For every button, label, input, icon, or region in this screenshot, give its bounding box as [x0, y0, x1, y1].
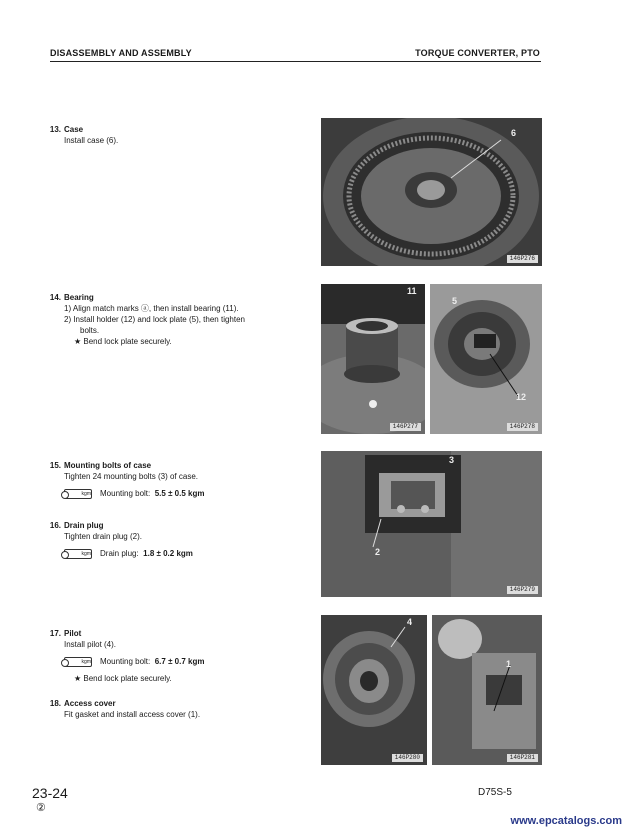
- step-note: ★ Bend lock plate securely.: [74, 674, 172, 683]
- callout-label: 11: [407, 286, 417, 296]
- step-title: Bearing: [64, 293, 94, 302]
- photo-drain: [321, 451, 542, 597]
- spec-value: 6.7 ± 0.7 kgm: [154, 657, 205, 666]
- step-text: bolts.: [80, 326, 100, 335]
- spec-label: Mounting bolt:: [100, 489, 151, 498]
- torque-wrench-icon: kgm: [64, 657, 92, 667]
- header-rule: [50, 61, 541, 62]
- page-number: 23-24: [32, 785, 68, 801]
- step-number: 18.: [49, 699, 61, 708]
- spec-label: Drain plug:: [100, 549, 139, 558]
- step-16: [44, 520, 294, 559]
- photo-pilot: [321, 615, 427, 765]
- step-title: Drain plug: [64, 521, 104, 530]
- callout-label: 4: [407, 617, 413, 627]
- step-17: [44, 628, 294, 684]
- step-number: 17.: [49, 629, 61, 638]
- photo-id: 146P281: [507, 754, 538, 762]
- chapter-title: TORQUE CONVERTER, PTO: [415, 48, 540, 58]
- step-text: Tighten 24 mounting bolts (3) of case.: [64, 472, 198, 481]
- photo-id: 146P277: [390, 423, 421, 431]
- step-number: 13.: [49, 125, 61, 134]
- spec-label: Mounting bolt:: [100, 657, 151, 666]
- step-note: ★ Bend lock plate securely.: [74, 337, 172, 346]
- photo-id: 146P276: [507, 255, 538, 263]
- torque-spec: [44, 548, 294, 559]
- step-title: Mounting bolts of case: [64, 461, 152, 470]
- callout-label: 5: [452, 296, 458, 306]
- watermark[interactable]: www.epcatalogs.com: [510, 815, 622, 827]
- section-title: DISASSEMBLY AND ASSEMBLY: [50, 48, 192, 58]
- callout-label: 12: [516, 392, 527, 402]
- bearing-photo-art: [321, 284, 425, 434]
- step-title: Pilot: [64, 629, 82, 638]
- torque-wrench-icon: kgm: [64, 489, 92, 499]
- step-title: Access cover: [64, 699, 116, 708]
- step-18: [44, 698, 294, 720]
- step-number: 14.: [49, 293, 61, 302]
- callout-label: 3: [449, 455, 455, 465]
- spec-value: 5.5 ± 0.5 kgm: [154, 489, 205, 498]
- photo-holder: [430, 284, 542, 434]
- callout-label: 6: [511, 128, 517, 138]
- step-text: Install case (6).: [64, 136, 119, 145]
- step-text: Tighten drain plug (2).: [64, 532, 142, 541]
- step-title: Case: [64, 125, 84, 134]
- step-number: 16.: [49, 521, 61, 530]
- torque-spec: [44, 488, 294, 499]
- step-number: 15.: [49, 461, 61, 470]
- holder-photo-art: [430, 284, 542, 434]
- torque-wrench-icon: kgm: [64, 549, 92, 559]
- revision-mark: ②: [36, 802, 46, 814]
- photo-bearing: [321, 284, 425, 434]
- photo-id: 146P280: [392, 754, 423, 762]
- callout-label: 2: [375, 547, 381, 557]
- step-text: Install pilot (4).: [64, 640, 117, 649]
- case-photo-art: [321, 118, 542, 266]
- step-text: Fit gasket and install access cover (1).: [64, 710, 201, 719]
- torque-spec: [44, 656, 294, 667]
- step-15: [44, 460, 294, 499]
- photo-case: [321, 118, 542, 266]
- photo-id: 146P279: [507, 586, 538, 594]
- model-number: D75S-5: [478, 787, 512, 798]
- cover-photo-art: [432, 615, 542, 765]
- pilot-photo-art: [321, 615, 427, 765]
- photo-access-cover: [432, 615, 542, 765]
- callout-label: 1: [506, 659, 512, 669]
- drain-photo-art: [321, 451, 542, 597]
- photo-id: 146P278: [507, 423, 538, 431]
- spec-value: 1.8 ± 0.2 kgm: [143, 549, 193, 558]
- step-text: 2) Install holder (12) and lock plate (5), then tighten: [64, 315, 245, 324]
- step-text: 1) Align match marks ⓐ, then install bearing (11).: [64, 304, 239, 313]
- step-13: [44, 124, 294, 146]
- step-14: [44, 292, 294, 347]
